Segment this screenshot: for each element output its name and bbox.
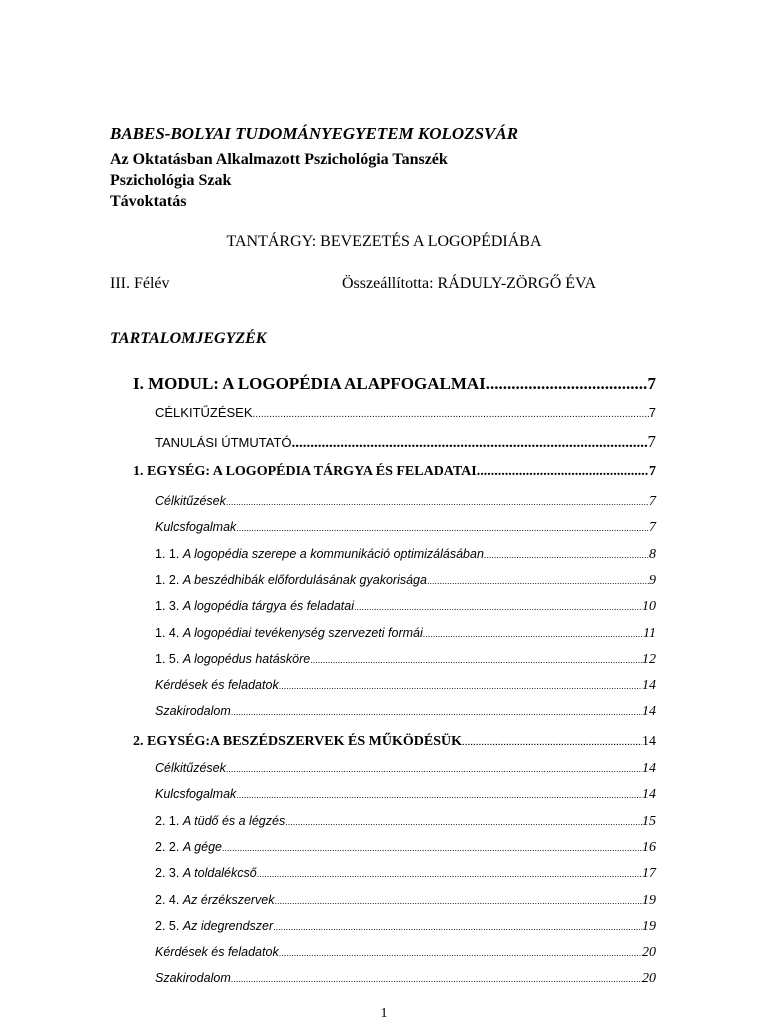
toc-item[interactable] xyxy=(155,945,656,961)
toc-title: TARTALOMJEGYZÉK xyxy=(110,330,267,347)
toc-item-page: 7 xyxy=(649,494,656,509)
toc-entry-title: 2. EGYSÉG:A BESZÉDSZERVEK ÉS MŰKÖDÉSÜK xyxy=(133,734,462,749)
toc-item[interactable] xyxy=(155,520,656,536)
toc-item[interactable] xyxy=(155,919,656,935)
toc-leader xyxy=(236,523,649,533)
toc-item-number: 2. 5. xyxy=(155,918,180,933)
toc-item-text: A logopédia szerepe a kommunikáció optimizálásában xyxy=(182,546,484,561)
toc-item-number: 1. 2. xyxy=(155,572,180,587)
toc-entry-objectives[interactable] xyxy=(155,405,656,420)
semester: III. Félév xyxy=(110,275,170,292)
toc-item[interactable] xyxy=(155,840,656,856)
toc-leader xyxy=(226,764,642,774)
author: Összeállította: RÁDULY-ZÖRGŐ ÉVA xyxy=(342,275,597,292)
toc-item-title: Célkitűzések xyxy=(155,494,226,508)
toc-item-title xyxy=(155,919,273,933)
toc-leader xyxy=(285,817,642,827)
toc-entry-guide[interactable] xyxy=(155,432,656,452)
toc-leader xyxy=(222,843,642,853)
toc-item-number: 2. 1. xyxy=(155,813,180,828)
toc-item-page: 16 xyxy=(642,839,656,855)
toc-leader xyxy=(279,948,642,958)
toc-item-title xyxy=(155,893,275,907)
toc-item-title xyxy=(155,866,257,880)
toc-item[interactable] xyxy=(155,787,656,803)
toc-item-text: A logopédiai tevékenység szervezeti formái xyxy=(182,625,423,640)
toc-item[interactable] xyxy=(155,971,656,987)
toc-item-text: A tüdő és a légzés xyxy=(182,813,286,828)
university-name: BABES-BOLYAI TUDOMÁNYEGYETEM KOLOZSVÁR xyxy=(110,124,519,143)
toc-leader xyxy=(257,869,642,879)
toc-leader xyxy=(462,736,642,748)
page-number: 1 xyxy=(380,1006,388,1021)
toc-item-page: 9 xyxy=(649,572,656,588)
toc-item-number: 1. 1. xyxy=(155,546,180,561)
toc-leader xyxy=(484,550,649,560)
toc-item-number: 1. 4. xyxy=(155,625,180,640)
toc-item-page: 14 xyxy=(642,678,656,694)
toc-item-number: 2. 3. xyxy=(155,866,180,881)
toc-leader xyxy=(236,790,642,800)
toc-item-title xyxy=(155,652,310,666)
toc-leader xyxy=(273,922,642,932)
toc-item-number: 1. 3. xyxy=(155,599,180,614)
toc-leader xyxy=(275,896,642,906)
toc-leader xyxy=(279,681,642,691)
subject-title: TANTÁRGY: BEVEZETÉS A LOGOPÉDIÁBA xyxy=(226,233,542,250)
toc-item-page: 14 xyxy=(642,704,656,720)
toc-item[interactable] xyxy=(155,494,656,510)
toc-item[interactable] xyxy=(155,866,656,882)
program-name: Pszichológia Szak xyxy=(110,172,232,189)
toc-item-title: Kérdések és feladatok xyxy=(155,945,279,960)
toc-item-title: Kulcsfogalmak xyxy=(155,520,237,535)
toc-item-title xyxy=(155,840,222,854)
toc-leader xyxy=(354,602,642,612)
toc-item[interactable] xyxy=(155,626,656,642)
study-mode: Távoktatás xyxy=(110,193,187,210)
toc-entry-title: 1. EGYSÉG: A LOGOPÉDIA TÁRGYA ÉS FELADATAI xyxy=(133,464,477,479)
toc-entry-unit-1[interactable] xyxy=(133,464,656,480)
toc-item-text: Az idegrendszer xyxy=(182,918,274,933)
toc-item-title: Célkitűzések xyxy=(155,761,226,775)
toc-leader xyxy=(226,497,649,507)
toc-entry-unit-2[interactable] xyxy=(133,734,656,750)
toc-item[interactable] xyxy=(155,573,656,589)
toc-item[interactable] xyxy=(155,814,656,830)
toc-entry-page: 7 xyxy=(649,464,656,479)
toc-item-title xyxy=(155,573,427,587)
toc-item-number: 2. 2. xyxy=(155,839,180,854)
toc-item-page: 10 xyxy=(642,599,656,615)
toc-entry-page: 14 xyxy=(642,734,656,749)
toc-item-title: Szakirodalom xyxy=(155,704,231,719)
toc-item-page: 14 xyxy=(642,787,656,803)
toc-item-page: 7 xyxy=(649,520,656,536)
toc-item-number: 2. 4. xyxy=(155,892,180,907)
toc-item[interactable] xyxy=(155,599,656,615)
toc-item-text: A logopédia tárgya és feladatai xyxy=(182,599,354,614)
toc-item-page: 14 xyxy=(642,761,656,776)
toc-leader xyxy=(423,629,643,639)
department-name: Az Oktatásban Alkalmazott Pszichológia Tanszék xyxy=(110,151,448,168)
toc-entry-title: CÉLKITŰZÉSEK xyxy=(155,405,253,420)
toc-item-title xyxy=(155,547,484,561)
toc-item[interactable] xyxy=(155,704,656,720)
toc-item[interactable] xyxy=(155,678,656,694)
toc-leader xyxy=(486,374,648,394)
toc-item-page: 20 xyxy=(642,945,656,961)
toc-item-title: Kérdések és feladatok xyxy=(155,678,279,693)
toc-item-title: Szakirodalom xyxy=(155,971,231,986)
toc-entry-page: 7 xyxy=(648,405,656,420)
toc-item[interactable] xyxy=(155,761,656,777)
toc-leader xyxy=(231,974,642,984)
toc-item-page: 8 xyxy=(649,546,656,562)
toc-item-page: 12 xyxy=(642,651,656,667)
toc-item-title xyxy=(155,626,423,640)
toc-entry-title: TANULÁSI ÚTMUTATÓ xyxy=(155,435,292,450)
toc-item-page: 19 xyxy=(642,892,656,908)
toc-entry-module[interactable] xyxy=(133,374,656,394)
toc-item-title xyxy=(155,814,285,828)
toc-item-text: A toldalékcső xyxy=(182,866,257,881)
toc-entry-page: 7 xyxy=(647,432,656,451)
toc-item-page: 19 xyxy=(642,918,656,934)
toc-leader xyxy=(477,464,649,480)
toc-item-page: 11 xyxy=(643,625,656,641)
toc-item[interactable] xyxy=(155,893,656,909)
toc-leader xyxy=(253,409,649,420)
toc-item[interactable] xyxy=(155,652,656,668)
toc-entry-page: 7 xyxy=(647,374,656,393)
toc-item-text: A gége xyxy=(182,839,222,854)
toc-item-text: Az érzékszervek xyxy=(182,892,275,907)
toc-entry-title: I. MODUL: A LOGOPÉDIA ALAPFOGALMAI xyxy=(133,374,486,393)
toc-item-page: 20 xyxy=(642,971,656,987)
toc-leader xyxy=(427,576,649,586)
toc-item-text: A logopédus hatásköre xyxy=(182,651,311,666)
toc-item-number: 1. 5. xyxy=(155,651,180,666)
toc-item-page: 15 xyxy=(642,813,656,829)
toc-item[interactable] xyxy=(155,547,656,563)
toc-leader xyxy=(292,435,648,452)
toc-item-title: Kulcsfogalmak xyxy=(155,787,237,802)
toc-leader xyxy=(231,707,642,717)
toc-item-text: A beszédhibák előfordulásának gyakorisága xyxy=(182,572,427,587)
toc-item-page: 17 xyxy=(642,866,656,882)
toc-item-title xyxy=(155,599,354,613)
toc-leader xyxy=(310,655,642,665)
